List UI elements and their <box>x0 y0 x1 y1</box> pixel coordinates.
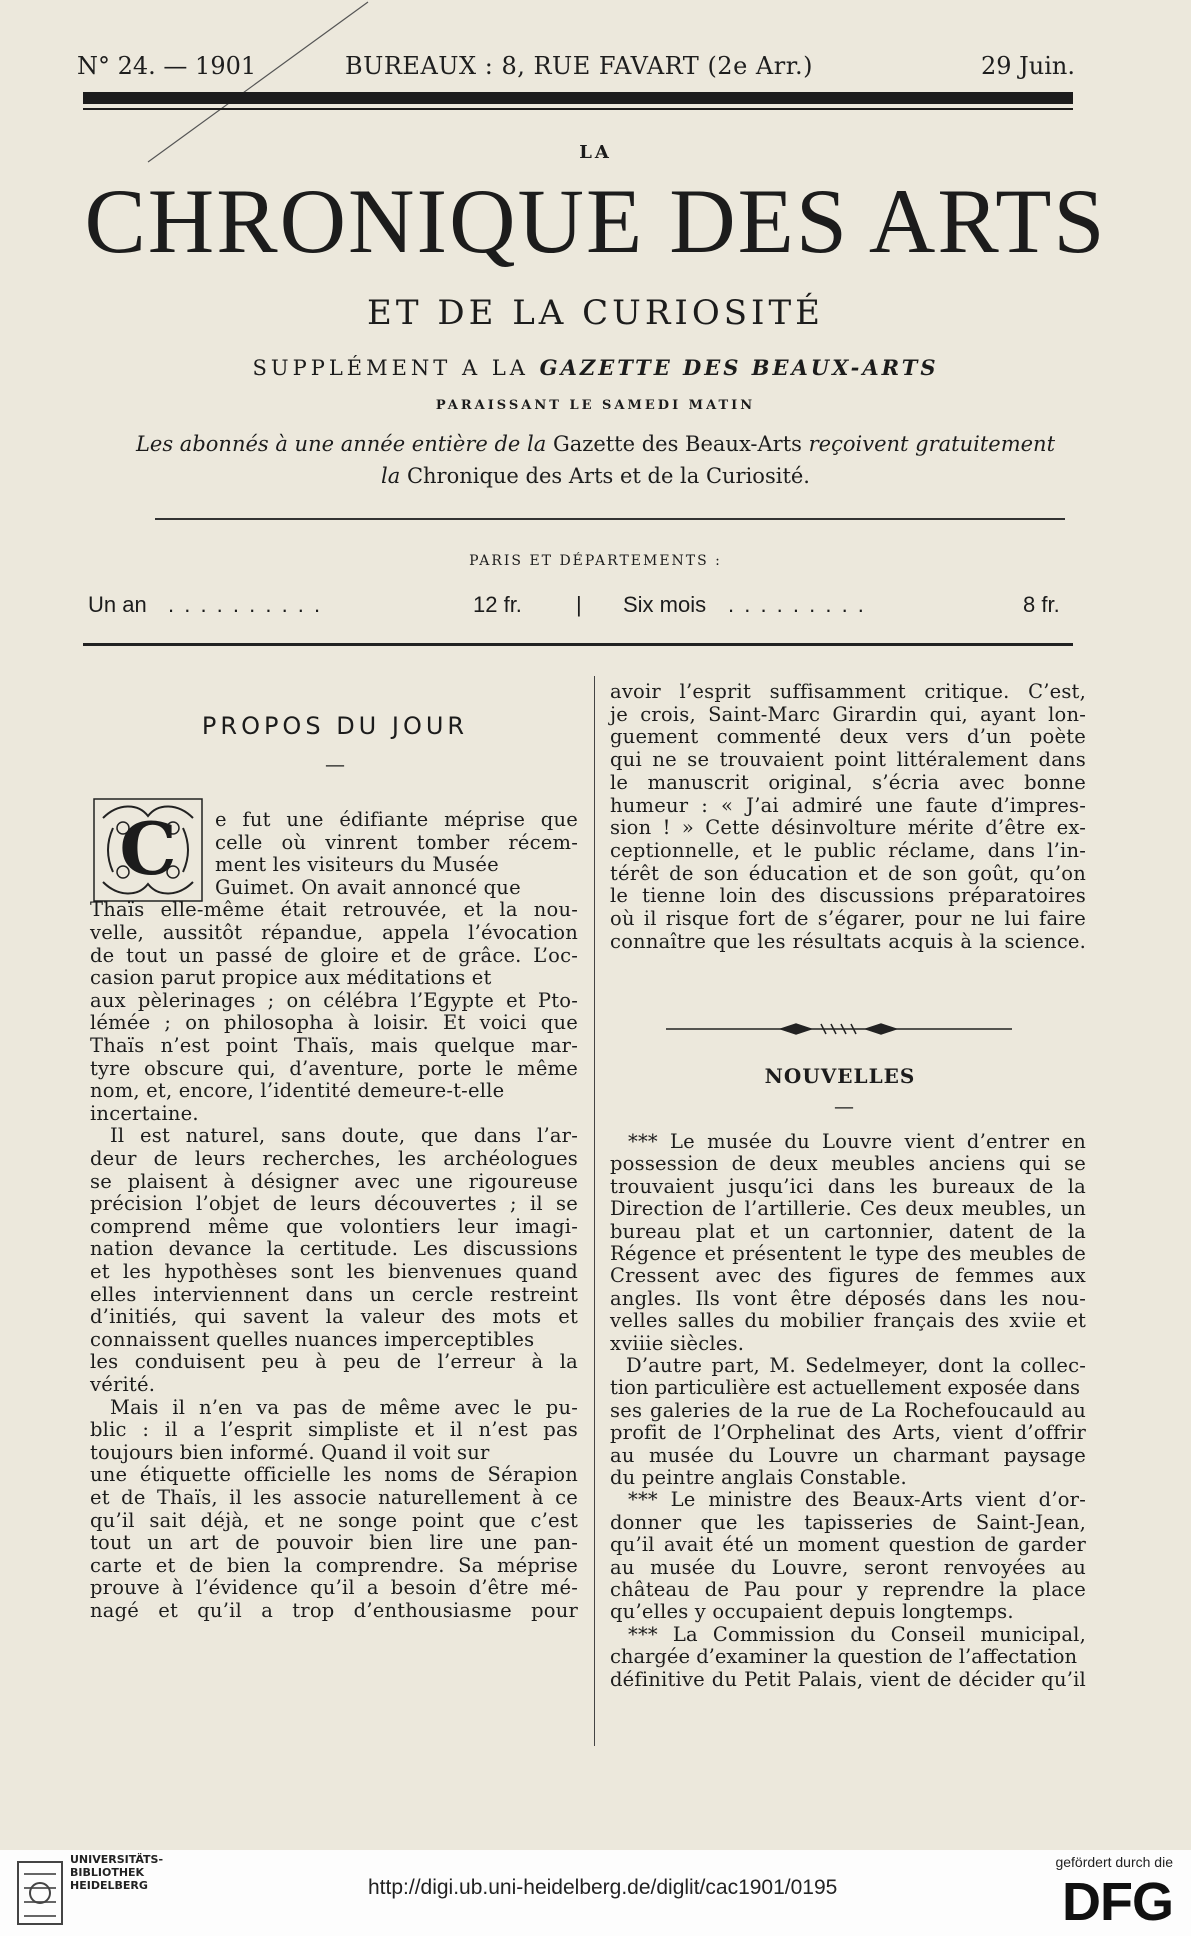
half-year-label: Six mois <box>623 592 707 617</box>
text-line: d’initiés, qui savent la valeur des mots et <box>90 1305 578 1329</box>
section-ornament <box>666 1022 1012 1036</box>
text-line: trouvaient jusqu’ici dans les bureaux de la <box>610 1174 1086 1198</box>
notice-plain-2: Chronique des Arts et de la Curiosité. <box>406 464 810 488</box>
text-line: sion ! » Cette désinvolture mérite d’être ex- <box>610 816 1086 840</box>
text-line: et de Thaïs, il les associe naturellement à ce <box>90 1486 578 1509</box>
text-line: qui ne se trouvaient point littéralement dans <box>610 748 1086 772</box>
text-line: velle, aussitôt répandue, appela l’évocation <box>90 921 578 944</box>
library-line-2: BIBLIOTHEK <box>70 1866 145 1879</box>
text-line: D’autre part, M. Sedelmeyer, dont la collec- <box>626 1354 1086 1377</box>
text-line: et les hypothèses sont les bienvenues quand <box>90 1260 578 1283</box>
text-line: définitive du Petit Palais, vient de décider qu’il <box>610 1667 1086 1691</box>
dropcap-letter: C <box>119 806 177 891</box>
year-label: Un an <box>88 592 147 617</box>
section-rule <box>83 643 1073 646</box>
text-line: profit de l’Orphelinat des Arts, vient d’offrir <box>610 1421 1086 1445</box>
half-year-price: 8 fr. <box>1023 592 1060 617</box>
text-line: qu’elles y occupaient depuis longtemps. <box>610 1600 1014 1624</box>
text-line: Cressent avec des figures de femmes aux <box>610 1264 1086 1288</box>
text-line: au musée du Louvre un charmant paysage <box>610 1443 1086 1467</box>
text-line: chargée d’examiner la question de l’affectation <box>610 1645 1078 1669</box>
text-line: nation devance la certitude. Les discussions <box>90 1237 578 1261</box>
text-line: toujours bien informé. Quand il voit sur <box>90 1440 490 1464</box>
library-name <box>70 1853 163 1892</box>
text-line: térêt de son éducation et de son goût, qu’on <box>610 861 1086 885</box>
text-line: le manuscrit original, s’écria avec bonne <box>610 770 1086 794</box>
text-line: elles interviennent dans un cercle restreint <box>90 1282 578 1306</box>
subscription-heading: PARIS ET DÉPARTEMENTS : <box>469 553 722 569</box>
text-line: nom, et, encore, l’identité demeure-t-elle <box>90 1079 505 1103</box>
text-line: Direction de l’artillerie. Ces deux meubles, un <box>610 1197 1086 1221</box>
text-line: incertaine. <box>90 1101 199 1125</box>
text-line: casion parut propice aux méditations et <box>90 966 492 990</box>
masthead-article: LA <box>579 142 612 163</box>
text-line: Thaïs n’est point Thaïs, mais quelque mar- <box>90 1034 578 1057</box>
text-line: connaître que les résultats acquis à la science. <box>610 929 1086 953</box>
text-line: les conduisent peu à peu de l’erreur à la <box>90 1350 578 1374</box>
text-line: se plaisent à désigner avec une rigoureuse <box>90 1169 578 1193</box>
text-line: de tout un passé de gloire et de grâce. L’oc- <box>90 943 578 967</box>
masthead-subtitle: ET DE LA CURIOSITÉ <box>367 293 824 333</box>
text-line: où il risque fort de s’égarer, pour ne lui faire <box>610 907 1086 930</box>
supplement-line <box>0 355 1191 380</box>
propos-dash: — <box>325 752 345 776</box>
text-line: le tienne loin des discussions préparatoires <box>610 884 1086 908</box>
text-line: angles. Ils vont être déposés dans les nou- <box>610 1286 1086 1310</box>
ornamental-dropcap <box>93 798 203 902</box>
header-rule <box>83 92 1073 104</box>
text-line: ment les visiteurs du Musée <box>215 853 499 877</box>
text-line: Régence et présentent le type des meubles de <box>610 1242 1086 1265</box>
text-line: *** La Commission du Conseil municipal, <box>628 1622 1086 1646</box>
notice-italic-1: Les abonnés à une année entière de la <box>135 432 547 456</box>
nouvelles-title: NOUVELLES <box>764 1064 916 1088</box>
text-line: au musée du Louvre, seront renvoyées au <box>610 1555 1086 1579</box>
text-line: bureau plat et un cartonnier, datent de la <box>610 1219 1086 1243</box>
library-line-3: HEIDELBERG <box>70 1879 148 1892</box>
year-dots: . . . . . . . . . . <box>168 592 323 617</box>
text-line: Guimet. On avait annoncé que <box>215 875 521 899</box>
text-line: tout un art de pouvoir bien lire une pan- <box>90 1531 578 1555</box>
text-line: velles salles du mobilier français des xviie et <box>610 1309 1086 1333</box>
text-line: tyre obscure qui, d’aventure, porte le même <box>90 1056 578 1080</box>
text-line: carte et de bien la comprendre. Sa méprise <box>90 1553 578 1577</box>
text-line: Thaïs elle-même était retrouvée, et la nou- <box>90 898 578 922</box>
office-address: BUREAUX : 8, RUE FAVART (2e Arr.) <box>345 52 814 80</box>
price-separator: | <box>576 592 582 617</box>
text-line: *** Le musée du Louvre vient d’entrer en <box>628 1130 1086 1153</box>
text-line: une étiquette officielle les noms de Sérapion <box>90 1463 578 1487</box>
subscription-prices <box>88 592 1078 626</box>
half-year-dots: . . . . . . . . . <box>728 592 866 617</box>
issue-header <box>75 48 1075 86</box>
text-line: qu’il avait été un moment question de garder <box>610 1533 1086 1557</box>
text-line: vérité. <box>90 1373 156 1396</box>
masthead-title: CHRONIQUE DES ARTS <box>84 170 1107 272</box>
funded-by-label: gefördert durch die <box>1055 1854 1173 1870</box>
text-line: Mais il n’en va pas de même avec le pu- <box>110 1395 578 1419</box>
subscriber-notice-2 <box>0 464 1191 488</box>
nouvelles-dash: — <box>834 1094 854 1118</box>
text-line: guement commenté deux vers d’un poète <box>610 725 1086 749</box>
text-line: du peintre anglais Constable. <box>610 1466 907 1489</box>
issue-number: N° 24. — 1901 <box>77 52 257 80</box>
text-line: avoir l’esprit suffisamment critique. C’est, <box>610 680 1086 703</box>
publication-schedule: PARAISSANT LE SAMEDI MATIN <box>435 398 756 413</box>
notice-tail-1: reçoivent gratuitement <box>808 432 1056 456</box>
supplement-prefix: SUPPLÉMENT A LA <box>252 356 529 380</box>
column-divider <box>594 676 595 1746</box>
propos-title: PROPOS DU JOUR <box>201 712 469 740</box>
text-line: possession de deux meubles anciens qui se <box>610 1152 1086 1176</box>
notice-italic-2: la <box>381 464 401 488</box>
text-line: comprend même que volontiers leur imagi- <box>90 1214 578 1238</box>
text-line: lémée ; on philosopha à loisir. Et voici que <box>90 1011 578 1035</box>
supplement-name: GAZETTE DES BEAUX-ARTS <box>539 355 939 380</box>
text-line: blic : il a l’esprit simpliste et il n’est pas <box>90 1418 578 1442</box>
masthead-rule <box>155 518 1065 520</box>
text-line: e fut une édifiante méprise que <box>215 808 578 831</box>
text-line: Il est naturel, sans doute, que dans l’ar- <box>110 1124 578 1148</box>
text-line: prouve à l’évidence qu’il a besoin d’être mé- <box>90 1576 578 1600</box>
text-line: tion particulière est actuellement exposée dans <box>610 1376 1081 1400</box>
notice-plain-1: Gazette des Beaux-Arts <box>552 432 802 456</box>
university-seal-icon <box>14 1858 66 1928</box>
text-line: ses galeries de la rue de La Rochefoucauld au <box>610 1398 1086 1422</box>
text-line: xviiie siècles. <box>610 1331 745 1355</box>
text-line: qu’il sait déjà, et ne songe point que c’est <box>90 1508 578 1532</box>
issue-date: 29 Juin. <box>980 52 1075 80</box>
text-line: je crois, Saint-Marc Girardin qui, ayant lon- <box>610 702 1086 726</box>
dfg-logo: DFG <box>1062 1872 1173 1932</box>
year-price: 12 fr. <box>473 592 522 617</box>
text-line: celle où vinrent tomber récem- <box>215 830 578 854</box>
text-line: deur de leurs recherches, les archéologues <box>90 1147 578 1170</box>
text-line: château de Pau pour y reprendre la place <box>610 1578 1086 1601</box>
library-line-1: UNIVERSITÄTS- <box>70 1853 164 1866</box>
text-line: aux pèlerinages ; on célébra l’Egypte et Pto- <box>90 988 578 1012</box>
text-line: *** Le ministre des Beaux-Arts vient d’or- <box>628 1488 1086 1512</box>
subscriber-notice-1 <box>0 432 1191 456</box>
text-line: connaissent quelles nuances imperceptibles <box>90 1327 535 1351</box>
text-line: ceptionnelle, et le public réclame, dans l’in- <box>610 838 1086 862</box>
text-line: nagé et qu’il a trop d’enthousiasme pour <box>90 1599 578 1622</box>
source-url[interactable]: http://digi.ub.uni-heidelberg.de/diglit/cac1901/0195 <box>368 1876 838 1899</box>
text-line: donner que les tapisseries de Saint-Jean, <box>610 1510 1086 1534</box>
text-line: humeur : « J’ai admiré une faute d’impres- <box>610 793 1086 817</box>
text-line: précision l’objet de leurs découvertes ; il se <box>90 1192 578 1216</box>
